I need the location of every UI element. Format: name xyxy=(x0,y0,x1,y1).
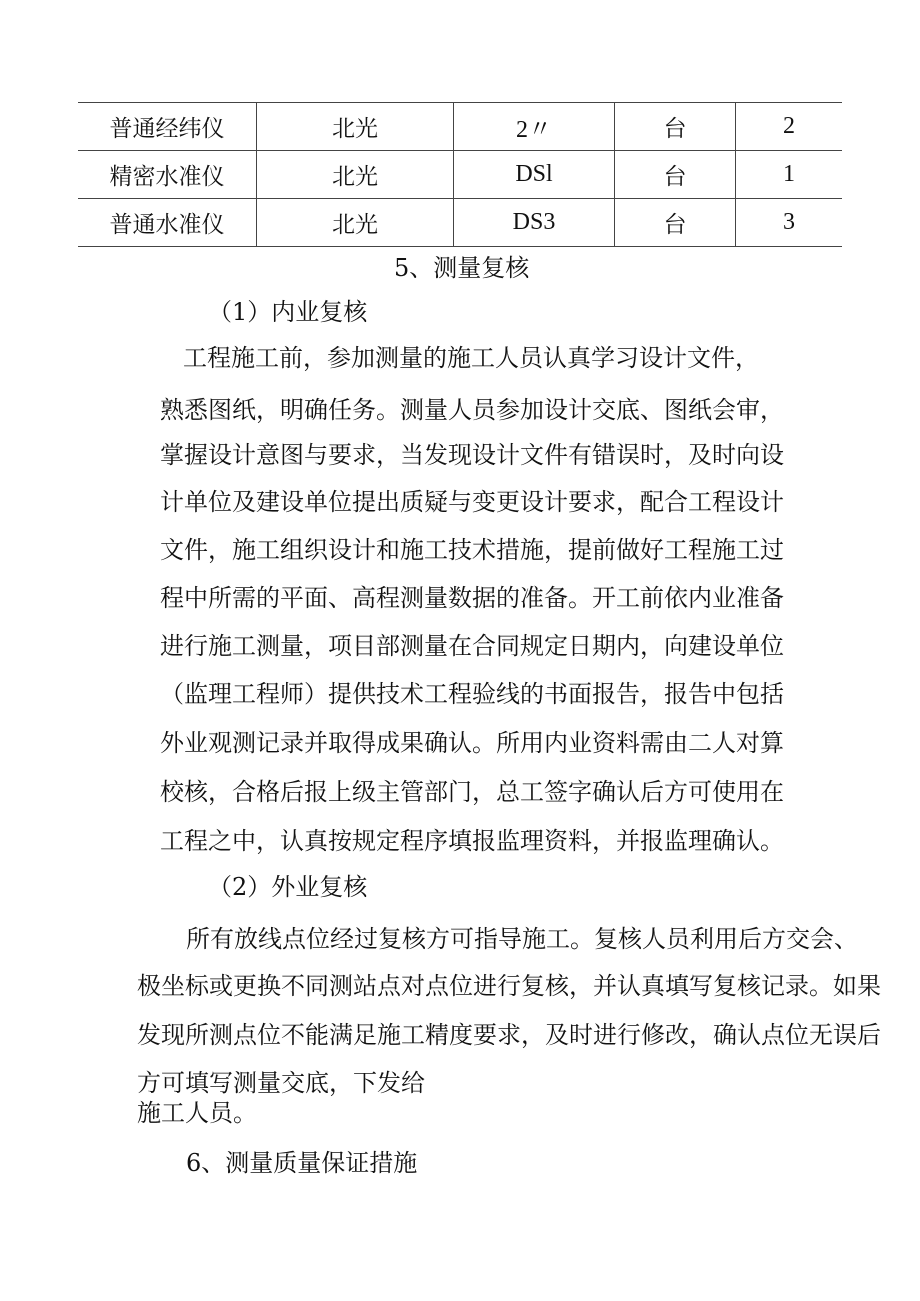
table-cell: 2 xyxy=(736,103,843,151)
paragraph-line: 施工人员。 xyxy=(137,1099,257,1127)
paragraph-line: 外业观测记录并取得成果确认。所用内业资料需由二人对算 xyxy=(160,729,784,757)
table-cell: 北光 xyxy=(257,151,454,199)
paragraph-line: 所有放线点位经过复核方可指导施工。复核人员利用后方交会、 xyxy=(186,925,858,953)
subsection-heading: （1）内业复核 xyxy=(208,298,368,326)
table-cell: 3 xyxy=(736,199,843,247)
paragraph-line: 工程施工前，参加测量的施工人员认真学习设计文件， xyxy=(183,344,759,372)
table-cell: 台 xyxy=(615,151,736,199)
section-heading: 5、测量复核 xyxy=(394,254,530,282)
table-row xyxy=(78,151,842,199)
table-cell: DS3 xyxy=(454,199,615,247)
table-row xyxy=(78,199,842,247)
table-cell: 台 xyxy=(615,103,736,151)
paragraph-line: 极坐标或更换不同测站点对点位进行复核，并认真填写复核记录。如果 xyxy=(137,972,881,1000)
paragraph-line: （监理工程师）提供技术工程验线的书面报告，报告中包括 xyxy=(160,680,784,708)
paragraph-line: 方可填写测量交底，下发给 xyxy=(137,1069,425,1097)
paragraph-line: 熟悉图纸，明确任务。测量人员参加设计交底、图纸会审， xyxy=(160,396,784,424)
section-heading: 6、测量质量保证措施 xyxy=(186,1149,418,1177)
paragraph-line: 工程之中，认真按规定程序填报监理资料，并报监理确认。 xyxy=(160,827,784,855)
paragraph-line: 计单位及建设单位提出质疑与变更设计要求，配合工程设计 xyxy=(160,488,784,516)
paragraph-line: 文件，施工组织设计和施工技术措施，提前做好工程施工过 xyxy=(160,536,784,564)
table-cell: DSl xyxy=(454,151,615,199)
table-cell: 台 xyxy=(615,199,736,247)
paragraph-line: 校核，合格后报上级主管部门，总工签字确认后方可使用在 xyxy=(160,778,784,806)
table-cell: 北光 xyxy=(257,199,454,247)
table-cell: 北光 xyxy=(257,103,454,151)
paragraph-line: 程中所需的平面、高程测量数据的准备。开工前依内业准备 xyxy=(160,584,784,612)
table-cell: 普通水准仪 xyxy=(78,199,257,247)
table-cell: 普通经纬仪 xyxy=(78,103,257,151)
paragraph-line: 进行施工测量，项目部测量在合同规定日期内，向建设单位 xyxy=(160,632,784,660)
paragraph-line: 掌握设计意图与要求，当发现设计文件有错误时，及时向设 xyxy=(160,441,784,469)
equipment-table xyxy=(78,102,842,247)
table-cell: 1 xyxy=(736,151,843,199)
table-cell: 精密水准仪 xyxy=(78,151,257,199)
paragraph-line: 发现所测点位不能满足施工精度要求，及时进行修改，确认点位无误后 xyxy=(137,1021,881,1049)
subsection-heading: （2）外业复核 xyxy=(208,873,368,901)
table-cell: 2〃 xyxy=(454,103,615,151)
table-row xyxy=(78,103,842,151)
